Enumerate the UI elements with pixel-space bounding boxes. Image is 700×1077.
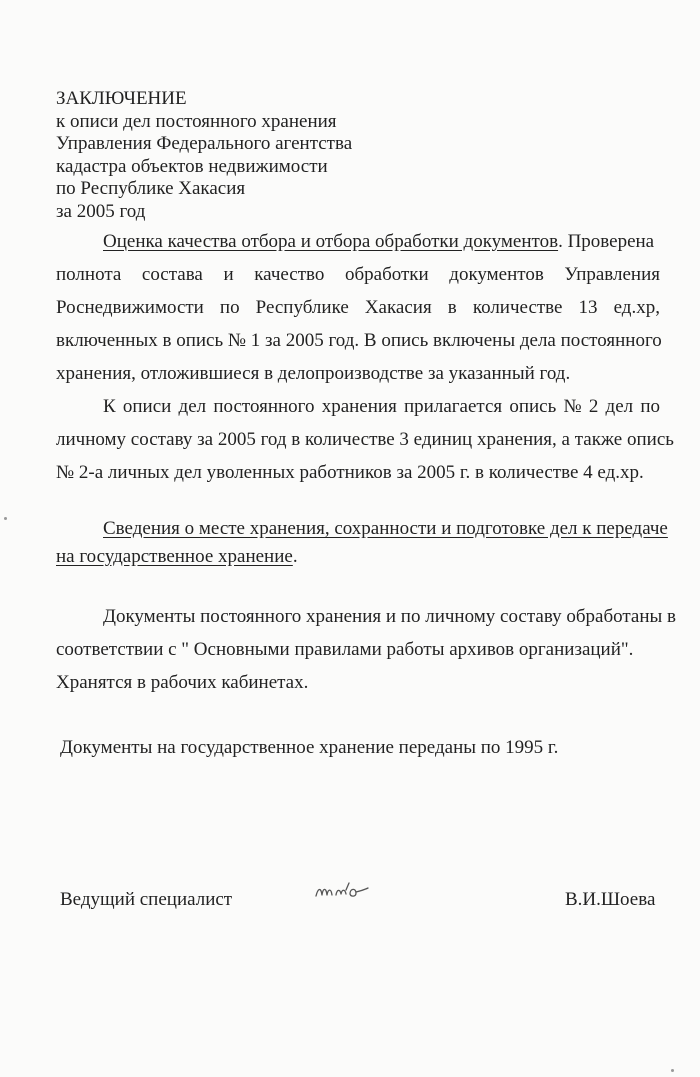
heading-line: по Республике Хакасия	[56, 178, 246, 199]
word: дел	[178, 396, 207, 417]
signer-name: В.И.Шоева	[565, 889, 656, 910]
word: документов	[449, 264, 544, 285]
heading-line: Управления Федерального агентства	[56, 133, 353, 154]
word: Роснедвижимости	[56, 297, 204, 318]
word: в	[447, 297, 457, 318]
section1-line5: хранения, отложившиеся в делопроизводстве за указанный год.	[56, 363, 571, 384]
document-heading	[56, 88, 352, 223]
quantity-value: 13	[578, 297, 598, 318]
word: полнота	[56, 264, 122, 285]
heading-line: к описи дел постоянного хранения	[56, 110, 337, 132]
word: №	[563, 396, 582, 417]
scan-speck	[671, 1069, 674, 1072]
section3-heading-line2: на государственное хранение	[56, 546, 293, 567]
section1-line1	[103, 231, 654, 253]
word: постоянного	[213, 396, 315, 417]
word: Хакасия	[364, 297, 432, 318]
word: по	[640, 396, 660, 417]
word: обработки	[344, 264, 429, 285]
section3-heading-line1: Сведения о месте хранения, сохранности и подготовке дел к передаче	[103, 518, 668, 539]
word: К	[103, 396, 116, 417]
word: дел	[605, 396, 634, 417]
section1-after-heading: . Проверена	[558, 231, 655, 252]
word: 2	[588, 396, 599, 417]
word: описи	[122, 396, 172, 417]
section5-line1: Документы на государственное хранение переданы по 1995 г.	[60, 737, 559, 758]
word: и	[223, 264, 234, 285]
section3-heading-end: .	[292, 546, 298, 567]
section4-line2: соответствии с " Основными правилами работы архивов организаций".	[56, 639, 634, 660]
scan-speck	[4, 517, 7, 520]
section2-line3: № 2-а личных дел уволенных работников за 2005 г. в количестве 4 ед.хр.	[56, 462, 644, 483]
section1-heading: Оценка качества отбора и отбора обработки документов	[103, 231, 559, 252]
section4-line1: Документы постоянного хранения и по личному составу обработаны в	[103, 606, 677, 627]
section1-line3	[56, 297, 660, 319]
document-title: ЗАКЛЮЧЕНИЕ	[56, 88, 187, 109]
section4-line3: Хранятся в рабочих кабинетах.	[56, 672, 309, 693]
word: состава	[141, 264, 203, 285]
word: ед.хр,	[613, 297, 660, 318]
word: качество	[254, 264, 325, 285]
word: Республике	[255, 297, 349, 318]
word: опись	[509, 396, 557, 417]
signer-position: Ведущий специалист	[60, 889, 233, 910]
section1-line2	[56, 264, 660, 286]
section2-line2: личному составу за 2005 год в количестве 3 единиц хранения, а также опись	[56, 429, 674, 450]
word: по	[219, 297, 240, 318]
section2-line1	[103, 396, 660, 418]
heading-line: за 2005 год	[56, 200, 146, 222]
handwritten-signature	[312, 878, 372, 904]
heading-line: кадастра объектов недвижимости	[56, 155, 328, 177]
word: Управления	[564, 264, 660, 285]
word: количестве	[472, 297, 563, 318]
word: хранения	[321, 396, 397, 417]
word: прилагается	[404, 396, 503, 417]
section1-line4: включенных в опись № 1 за 2005 год. В опись включены дела постоянного	[56, 330, 662, 351]
section3-heading-line2-wrap	[56, 546, 298, 568]
